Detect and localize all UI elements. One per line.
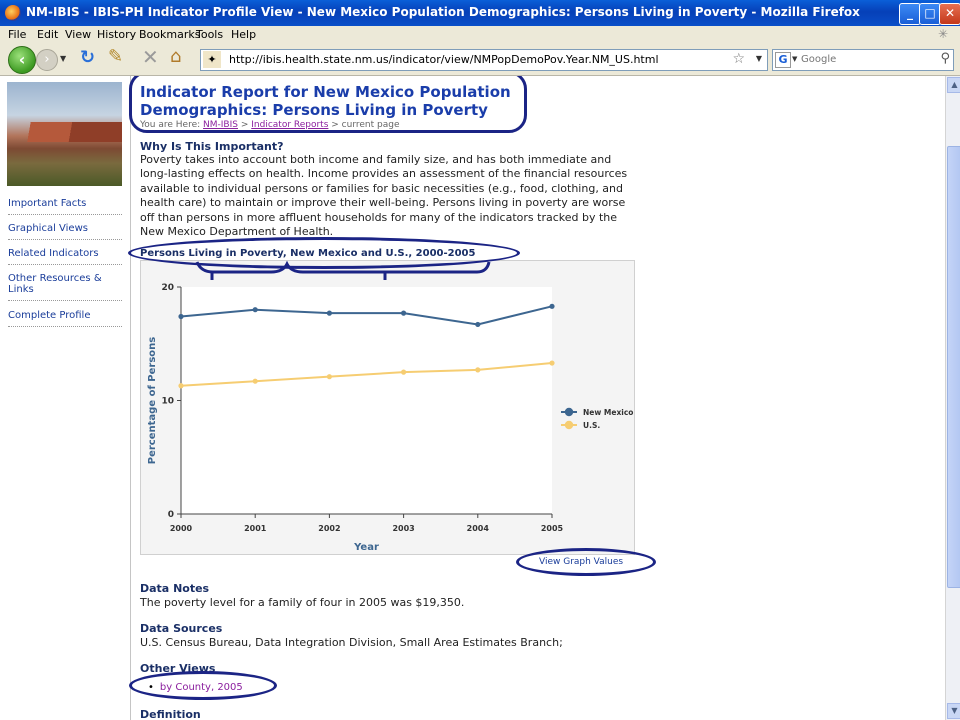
definition-heading: Definition (140, 708, 201, 720)
search-icon[interactable]: ⚲ (940, 51, 950, 66)
reload-icon[interactable]: ↻ (80, 47, 96, 68)
clear-history-icon[interactable]: ✎ (108, 46, 124, 67)
scroll-up-button[interactable]: ▲ (947, 77, 960, 93)
other-views-link[interactable]: by County, 2005 (159, 682, 243, 693)
annotation-oval-view-values (516, 548, 656, 576)
x-tick-label: 2002 (318, 524, 341, 533)
data-point (253, 307, 258, 312)
search-input[interactable] (801, 52, 921, 66)
menu-help[interactable]: Help (231, 28, 257, 41)
close-button[interactable]: ✕ (939, 3, 960, 25)
data-sources-heading: Data Sources (140, 622, 223, 635)
legend-label: U.S. (583, 421, 601, 430)
data-point (178, 383, 183, 388)
menu-edit[interactable]: Edit (37, 28, 59, 41)
sidebar-item-graphical-views[interactable]: Graphical Views (8, 223, 122, 240)
breadcrumb-link-indicator-reports[interactable]: Indicator Reports (251, 120, 329, 130)
sidebar (0, 76, 131, 720)
x-axis-title: Year (354, 542, 379, 553)
url-text[interactable]: http://ibis.health.state.nm.us/indicator/view/NMPopDemoPov.Year.NM_US.html (229, 53, 659, 66)
stop-icon[interactable]: ✕ (142, 45, 159, 69)
x-tick-label: 2004 (466, 524, 489, 533)
bookmark-star-icon[interactable]: ☆ (732, 51, 745, 67)
x-tick-label: 2000 (169, 524, 193, 533)
data-notes-text: The poverty level for a family of four in 2005 was $19,350. (140, 596, 465, 609)
legend-marker (565, 421, 573, 429)
minimize-button[interactable]: _ (899, 3, 921, 25)
landscape-image (7, 82, 122, 186)
sidebar-item-related-indicators[interactable]: Related Indicators (8, 248, 122, 265)
other-views-heading: Other Views (140, 662, 216, 675)
throbber-icon: ✳ (938, 27, 949, 41)
y-tick-label: 20 (161, 283, 174, 293)
menu-view[interactable]: View (65, 28, 92, 41)
x-tick-label: 2001 (244, 524, 267, 533)
legend-label: New Mexico (583, 408, 634, 417)
firefox-icon (5, 5, 21, 21)
breadcrumb-link-nm-ibis[interactable]: NM-IBIS (203, 120, 238, 130)
history-dropdown-icon[interactable]: ▼ (60, 54, 67, 63)
chart-panel (140, 260, 635, 555)
window-titlebar (0, 0, 960, 26)
chart-title: Persons Living in Poverty, New Mexico and U.S., 2000-2005 (140, 248, 476, 259)
why-text: Poverty takes into account both income and family size, and has both immediate and long-lasting effects on health. Income provides an assessment of the financial resources available to individual persons or families for basic necessities (e.g., food, clothing, and health care) to maintain or improve their well-being. Persons living in poverty are worse off than persons in more affluent households for many of the indicators tracked by the New Mexico Department of Health. (140, 153, 628, 239)
menu-bar (0, 26, 960, 44)
search-box[interactable] (772, 49, 954, 71)
y-tick-label: 10 (161, 396, 174, 407)
annotation-oval-title (129, 76, 527, 133)
google-engine-icon[interactable]: G (775, 52, 791, 68)
breadcrumb-current: > current page (328, 120, 400, 130)
sidebar-item-other-resources[interactable]: Other Resources & Links (8, 273, 122, 301)
scroll-thumb[interactable] (947, 146, 960, 588)
view-graph-values-link[interactable]: View Graph Values (539, 557, 624, 567)
data-notes-heading: Data Notes (140, 582, 210, 595)
breadcrumb-separator: > (237, 120, 252, 130)
data-sources-text: U.S. Census Bureau, Data Integration Division, Small Area Estimates Branch; (140, 636, 563, 649)
data-point (178, 314, 183, 319)
data-point (549, 304, 554, 309)
forward-button[interactable]: › (36, 49, 58, 71)
why-heading: Why Is This Important? (140, 140, 284, 153)
sidebar-item-complete-profile[interactable]: Complete Profile (8, 310, 122, 327)
legend-marker (565, 408, 573, 416)
navigation-toolbar (0, 44, 960, 76)
data-point (401, 370, 406, 375)
x-tick-label: 2003 (392, 524, 415, 533)
data-point (401, 311, 406, 316)
sidebar-item-important-facts[interactable]: Important Facts (8, 198, 122, 215)
scroll-down-button[interactable]: ▼ (947, 703, 960, 719)
back-button[interactable]: ‹ (8, 46, 36, 74)
annotation-brace (195, 260, 495, 284)
page-content (0, 76, 945, 720)
address-bar[interactable] (200, 49, 768, 71)
data-point (327, 374, 332, 379)
data-point (549, 360, 554, 365)
menu-tools[interactable]: Tools (196, 28, 224, 41)
x-tick-label: 2005 (540, 524, 564, 533)
menu-bookmarks[interactable]: Bookmarks (139, 28, 201, 41)
search-engine-dropdown-icon[interactable]: ▼ (792, 55, 798, 63)
poverty-line-chart (141, 261, 634, 554)
maximize-button[interactable]: □ (919, 3, 941, 25)
menu-file[interactable]: File (8, 28, 27, 41)
menu-history[interactable]: History (97, 28, 137, 41)
breadcrumb-prefix: You are Here: (140, 120, 204, 130)
plot-area (181, 287, 552, 514)
data-point (475, 367, 480, 372)
data-point (327, 311, 332, 316)
other-views-item[interactable]: • by County, 2005 (148, 682, 243, 693)
y-axis-title: Percentage of Persons (147, 336, 158, 465)
home-icon[interactable]: ⌂ (170, 46, 182, 67)
window-title: NM-IBIS - IBIS-PH Indicator Profile View - New Mexico Population Demographics: Persons Living in Poverty - Mozilla Firefox (26, 5, 860, 19)
data-point (253, 379, 258, 384)
data-point (475, 322, 480, 327)
y-tick-label: 0 (167, 510, 174, 520)
annotation-oval-other-views (129, 671, 277, 700)
vertical-scrollbar[interactable] (945, 76, 960, 720)
url-dropdown-icon[interactable]: ▼ (755, 54, 762, 63)
site-icon: ✦ (203, 51, 221, 68)
page-title: Indicator Report for New Mexico Population Demographics: Persons Living in Poverty (140, 83, 511, 119)
